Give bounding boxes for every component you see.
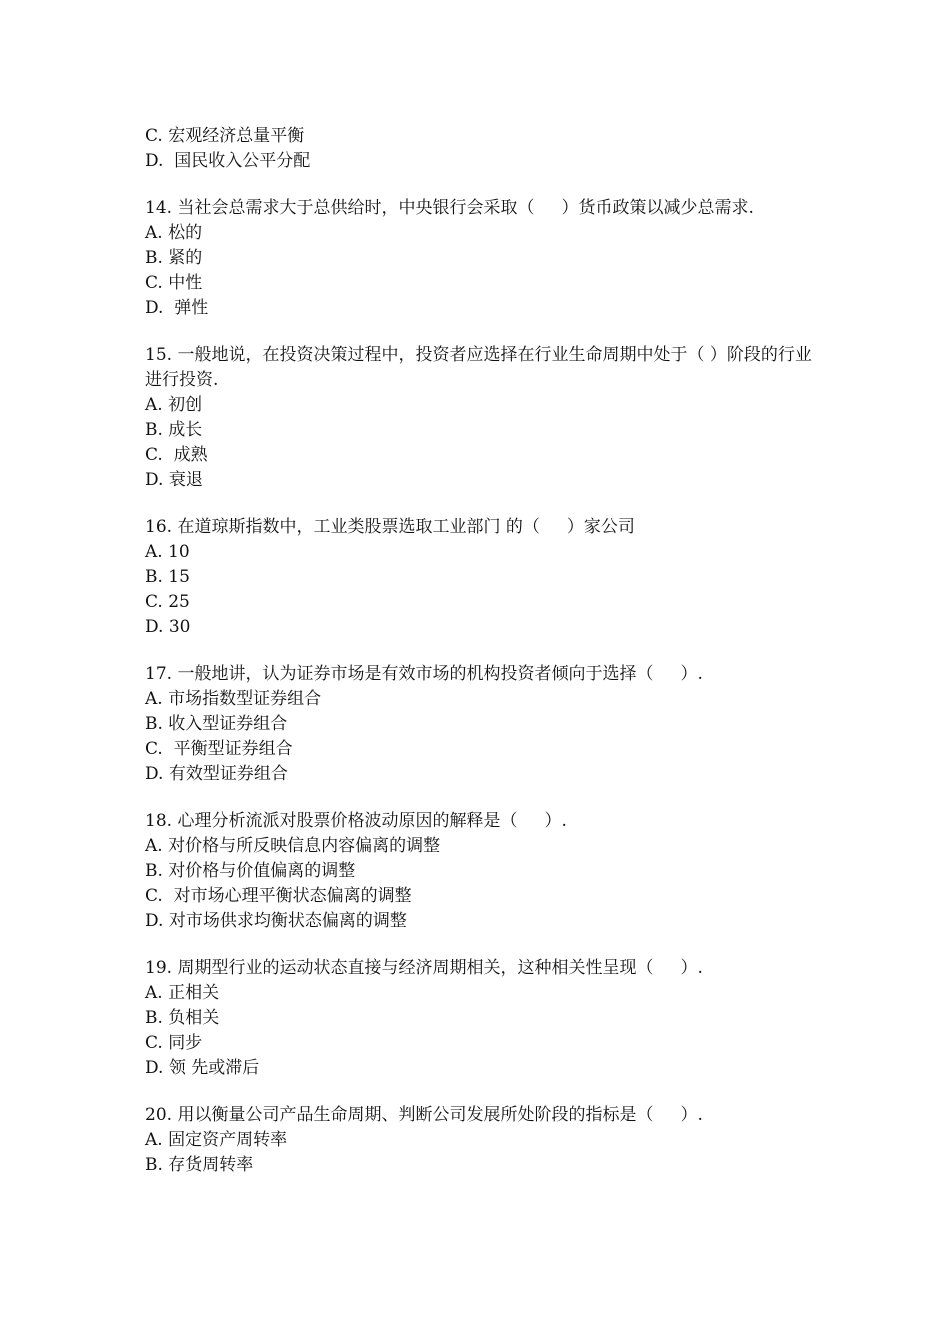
option-d: D. 国民收入公平分配 <box>145 151 311 171</box>
option-list <box>145 1128 825 1178</box>
question-list <box>145 124 825 1178</box>
option-a: A. 固定资产周转率 <box>145 1130 288 1150</box>
option-list <box>145 393 825 493</box>
option-b: B. 存货周转率 <box>145 1155 254 1175</box>
option-d: D. 有效型证券组合 <box>145 764 288 784</box>
option-b: B. 成长 <box>145 420 203 440</box>
option-c: C. 25 <box>145 592 190 612</box>
question-20 <box>145 1103 825 1178</box>
question-stem: 14. 当社会总需求大于总供给时，中央银行会采取（ ）货币政策以减少总需求. <box>145 198 754 218</box>
option-b: B. 收入型证券组合 <box>145 714 288 734</box>
question-14 <box>145 196 825 321</box>
carryover-options <box>145 124 825 174</box>
option-b: B. 15 <box>145 567 190 587</box>
option-d: D. 领 先或滞后 <box>145 1058 260 1078</box>
question-stem: 17. 一般地讲，认为证券市场是有效市场的机构投资者倾向于选择（ ）. <box>145 664 703 684</box>
option-a: A. 松的 <box>145 223 203 243</box>
option-list <box>145 540 825 640</box>
option-a: A. 初创 <box>145 395 203 415</box>
option-d: D. 衰退 <box>145 470 203 490</box>
question-19 <box>145 956 825 1081</box>
question-17 <box>145 662 825 787</box>
option-b: B. 紧的 <box>145 248 203 268</box>
option-a: A. 10 <box>145 542 190 562</box>
question-18 <box>145 809 825 934</box>
option-list <box>145 221 825 321</box>
option-d: D. 对市场供求均衡状态偏离的调整 <box>145 911 407 931</box>
option-c: C. 中性 <box>145 273 203 293</box>
question-16 <box>145 515 825 640</box>
option-c: C. 宏观经济总量平衡 <box>145 126 305 146</box>
option-c: C. 同步 <box>145 1033 203 1053</box>
option-d: D. 弹性 <box>145 298 209 318</box>
option-list <box>145 687 825 787</box>
option-c: C. 成熟 <box>145 445 208 465</box>
question-stem: 18. 心理分析流派对股票价格波动原因的解释是（ ）. <box>145 811 567 831</box>
option-list <box>145 834 825 934</box>
option-c: C. 对市场心理平衡状态偏离的调整 <box>145 886 412 906</box>
question-stem: 15. 一般地说，在投资决策过程中，投资者应选择在行业生命周期中处于（ ）阶段的行业进行投资. <box>145 345 812 390</box>
option-b: B. 负相关 <box>145 1008 220 1028</box>
option-c: C. 平衡型证券组合 <box>145 739 293 759</box>
question-stem: 19. 周期型行业的运动状态直接与经济周期相关，这种相关性呈现（ ）. <box>145 958 703 978</box>
question-stem: 20. 用以衡量公司产品生命周期、判断公司发展所处阶段的指标是（ ）. <box>145 1105 703 1125</box>
option-list <box>145 981 825 1081</box>
option-a: A. 正相关 <box>145 983 220 1003</box>
question-15 <box>145 343 825 493</box>
option-b: B. 对价格与价值偏离的调整 <box>145 861 356 881</box>
option-a: A. 市场指数型证券组合 <box>145 689 322 709</box>
option-d: D. 30 <box>145 617 191 637</box>
option-a: A. 对价格与所反映信息内容偏离的调整 <box>145 836 441 856</box>
question-stem: 16. 在道琼斯指数中，工业类股票选取工业部门 的（ ）家公司 <box>145 517 635 537</box>
